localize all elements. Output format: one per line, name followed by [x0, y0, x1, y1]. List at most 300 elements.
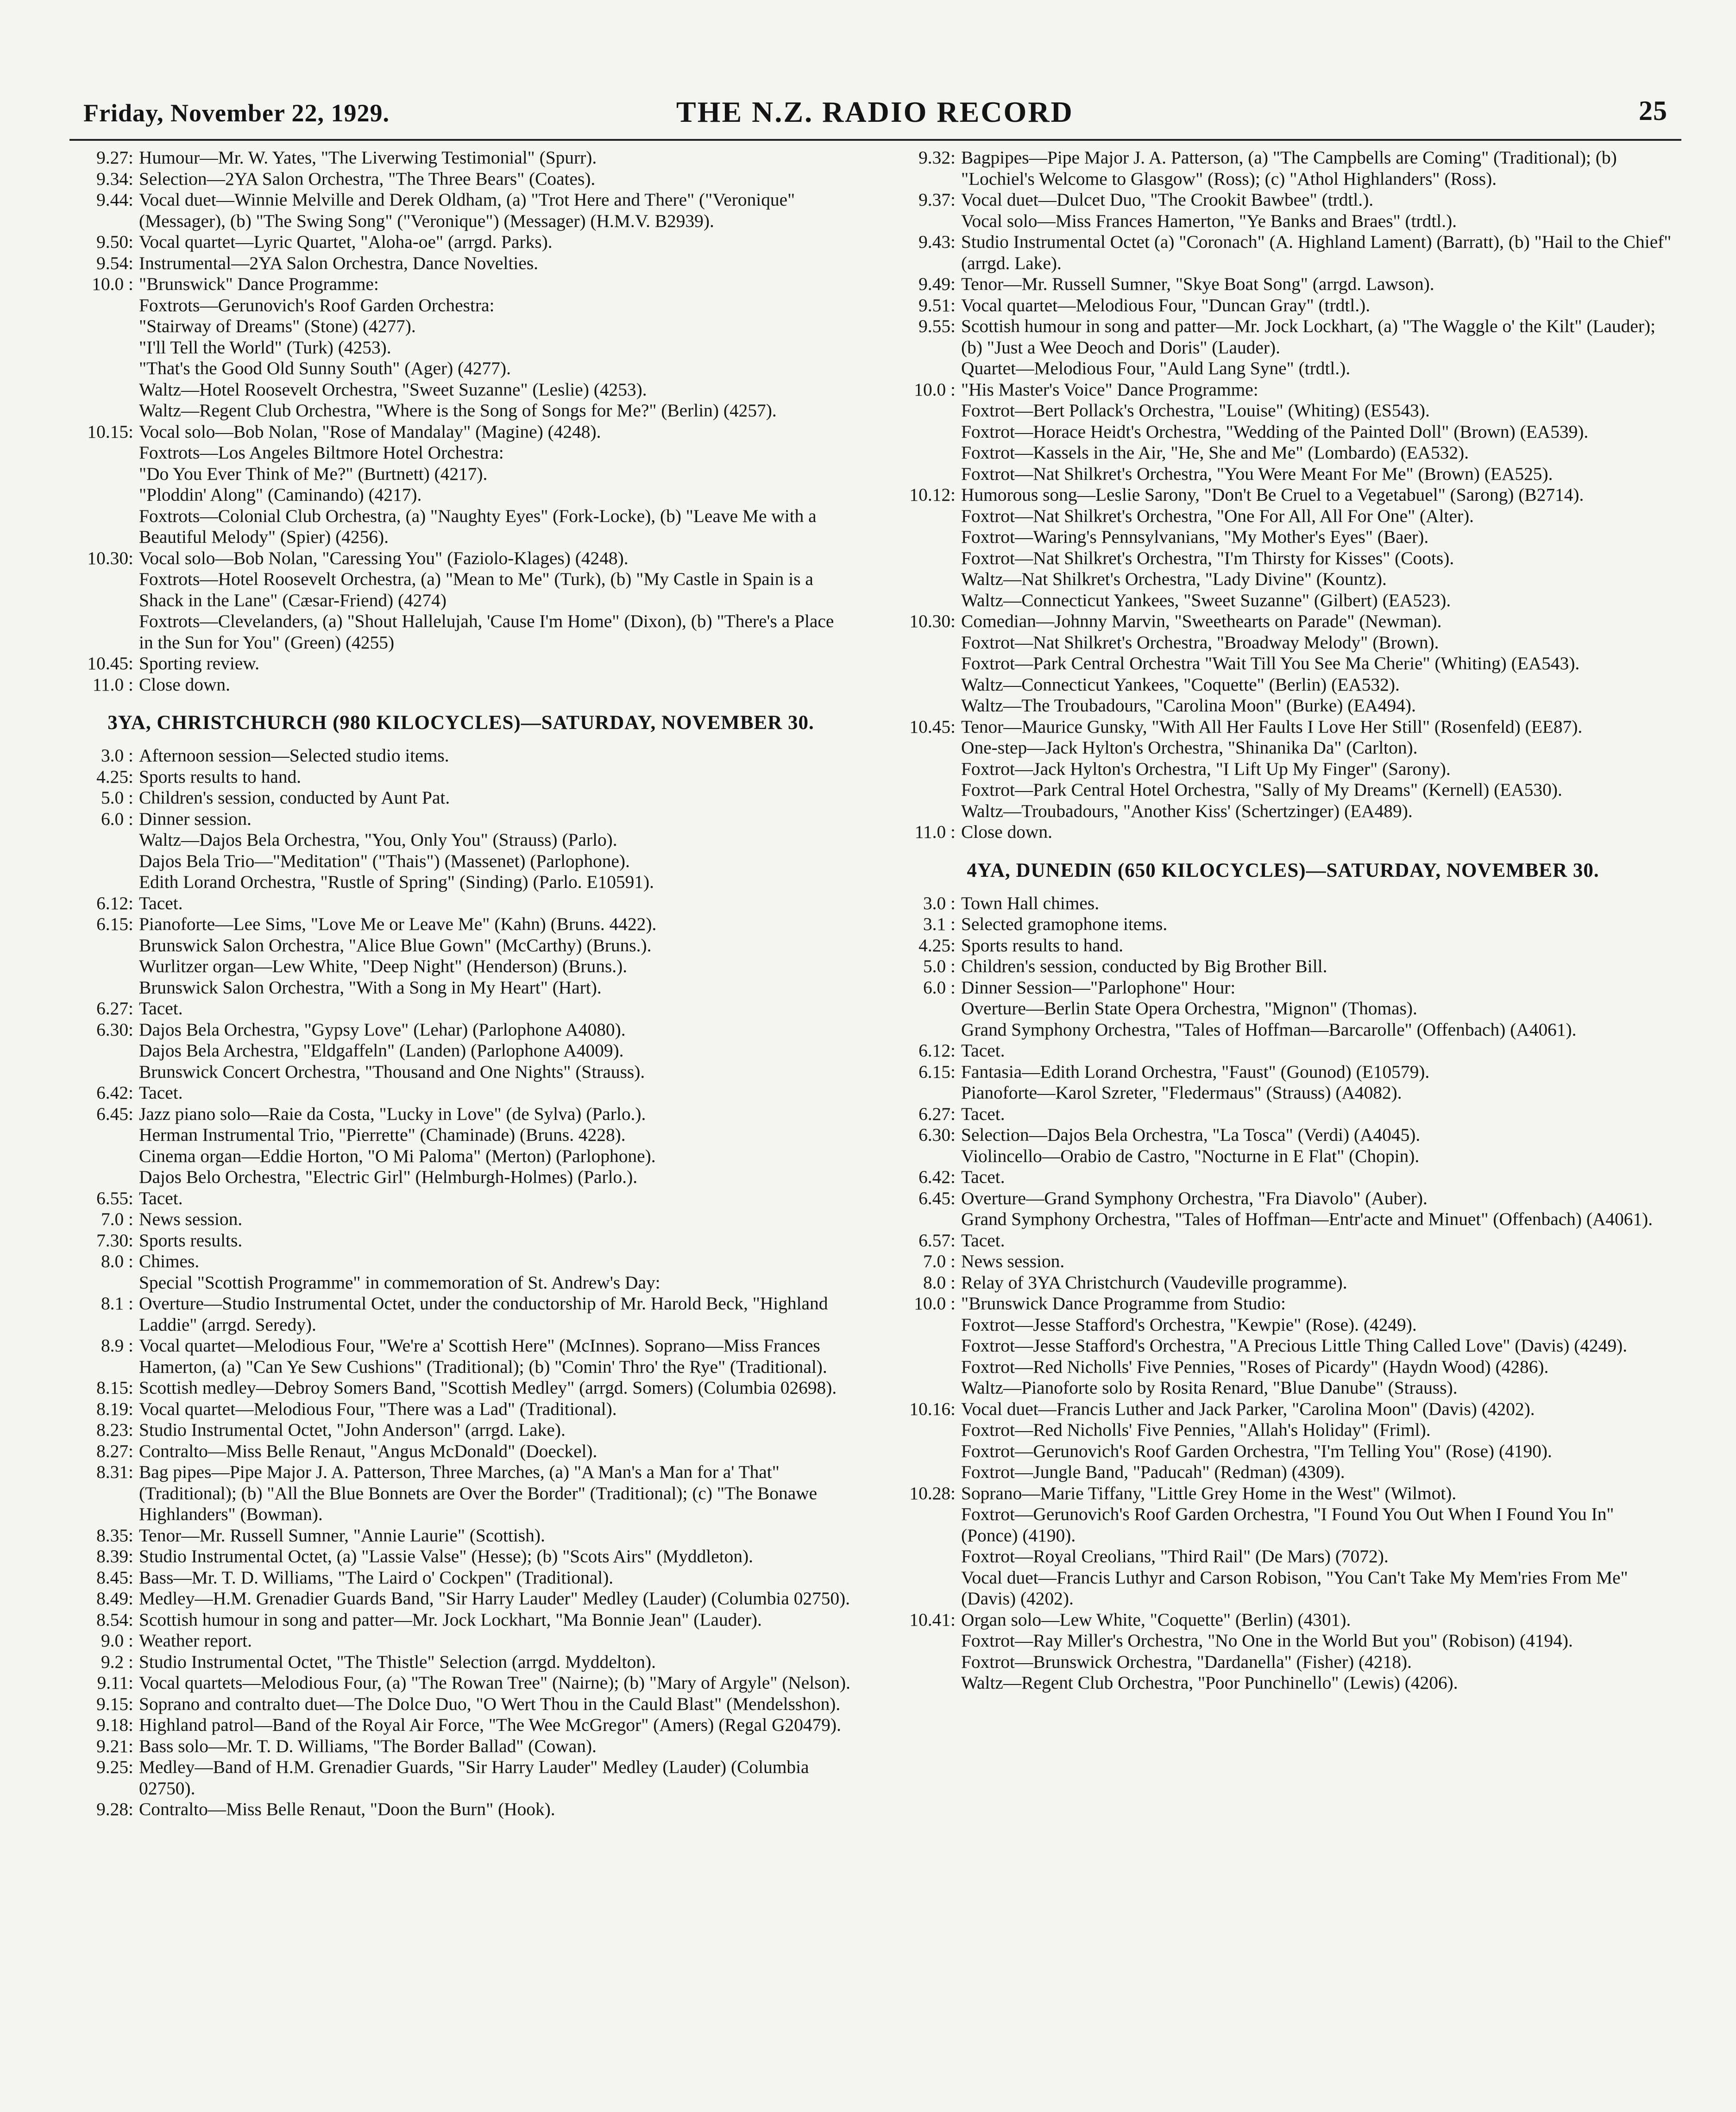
section-heading-4ya: 4YA, DUNEDIN (650 KILOCYCLES)—SATURDAY, NOVEMBER 30. [967, 859, 1599, 881]
programme-entry [69, 1104, 852, 1125]
programme-entry [69, 1062, 852, 1083]
entry-time: 10.16: [909, 1398, 956, 1419]
entry-time: 3.1 : [923, 914, 956, 934]
programme-entry [892, 590, 1674, 611]
programme-entry [69, 1672, 852, 1694]
programme-entry [69, 1125, 852, 1146]
programme-entry [892, 569, 1674, 590]
programme-entry [892, 1230, 1674, 1251]
programme-entry [892, 274, 1674, 295]
programme-entry [69, 1209, 852, 1230]
entry-time: 10.0 : [914, 1293, 956, 1314]
entry-time: 6.27: [918, 1103, 956, 1124]
entry-time: 8.19: [96, 1398, 133, 1419]
entry-text: Children's session, conducted by Big Brother Bill. [961, 956, 1327, 976]
programme-entry [69, 914, 852, 935]
entry-text: "That's the Good Old Sunny South" (Ager) (4277). [139, 358, 511, 378]
entry-text: Sporting review. [139, 653, 260, 673]
entry-text: Foxtrot—Jesse Stafford's Orchestra, "Kewpie" (Rose). (4249). [961, 1314, 1417, 1335]
entry-text: Foxtrot—Waring's Pennsylvanians, "My Mother's Eyes" (Baer). [961, 527, 1429, 547]
entry-text: Fantasia—Edith Lorand Orchestra, "Faust" (Gounod) (E10579). [961, 1061, 1430, 1082]
programme-entry [69, 400, 852, 421]
programme-entry [892, 1082, 1674, 1104]
entry-text: "His Master's Voice" Dance Programme: [961, 379, 1258, 400]
entry-text: Instrumental—2YA Salon Orchestra, Dance Novelties. [139, 252, 538, 273]
entry-text: "Stairway of Dreams" (Stone) (4277). [139, 316, 416, 336]
programme-entry [892, 1104, 1674, 1125]
programme-entry [69, 674, 852, 696]
programme-entry [69, 484, 852, 506]
programme-entry [892, 1672, 1674, 1694]
programme-entry [69, 893, 852, 914]
programme-entry [892, 527, 1674, 548]
entry-time: 3.0 : [101, 745, 133, 766]
entry-time: 6.27: [96, 998, 133, 1018]
entry-text: Tacet. [961, 1103, 1005, 1124]
programme-entry [69, 830, 852, 851]
entry-time: 9.34: [96, 168, 133, 189]
programme-entry [69, 274, 852, 295]
entry-time: 6.30: [96, 1019, 133, 1040]
entry-text: Vocal quartet—Melodious Four, "We're a' Scottish Here" (McInnes). Soprano—Miss Frances Hamerton, (a) "Can Ye Sew Cushions" (Traditional); (b) "Comin' Thro' the Rye" (Traditional). [139, 1335, 827, 1377]
entry-time: 6.42: [96, 1082, 133, 1103]
programme-entry [69, 1335, 852, 1377]
entry-text: Contralto—Miss Belle Renaut, "Doon the Burn" (Hook). [139, 1799, 555, 1819]
programme-entry [892, 1146, 1674, 1167]
programme-entry [69, 379, 852, 401]
programme-entry [69, 1272, 852, 1294]
entry-text: Overture—Berlin State Opera Orchestra, "Mignon" (Thomas). [961, 998, 1417, 1018]
entry-time: 9.43: [918, 232, 956, 252]
entry-text: Dinner session. [139, 808, 252, 829]
programme-entry [892, 1335, 1674, 1357]
entry-text: Dinner Session—"Parlophone" Hour: [961, 977, 1236, 998]
entry-time: 9.25: [96, 1757, 133, 1777]
programme-entry [892, 1251, 1674, 1272]
programme-entry [69, 1462, 852, 1525]
publication-title: THE N.Z. RADIO RECORD [676, 95, 1074, 128]
entry-time: 6.15: [96, 914, 133, 934]
programme-entry [69, 295, 852, 316]
programme-entry [69, 1188, 852, 1209]
entry-text: One-step—Jack Hylton's Orchestra, "Shinanika Da" (Carlton). [961, 737, 1418, 758]
entry-text: Tacet. [139, 1082, 183, 1103]
programme-entry [69, 935, 852, 956]
entry-text: Brunswick Salon Orchestra, "With a Song in My Heart" (Hart). [139, 977, 602, 998]
entry-time: 10.15: [87, 421, 133, 442]
page-header [69, 95, 1681, 137]
programme-entry [69, 611, 852, 653]
entry-time: 4.25: [96, 766, 133, 787]
entry-text: Tacet. [961, 1167, 1005, 1187]
entry-time: 6.15: [918, 1061, 956, 1082]
entry-text: Studio Instrumental Octet, "John Anderson" (arrgd. Lake). [139, 1420, 566, 1440]
entry-text: Edith Lorand Orchestra, "Rustle of Spring" (Sinding) (Parlo. E10591). [139, 872, 654, 892]
entry-text: Bagpipes—Pipe Major J. A. Patterson, (a) "The Campbells are Coming" (Traditional); (b) "Lochiel's Welcome to Glasgow" (Ross); (c) "Athol Highlanders" (Ross). [961, 147, 1617, 189]
entry-text: Foxtrot—Red Nicholls' Five Pennies, "Allah's Holiday" (Friml). [961, 1420, 1431, 1440]
programme-entry [892, 914, 1674, 935]
entry-text: Foxtrot—Ray Miller's Orchestra, "No One in the World But you" (Robison) (4194). [961, 1630, 1573, 1651]
programme-entry [892, 695, 1674, 717]
entry-text: "Do You Ever Think of Me?" (Burtnett) (4217). [139, 463, 488, 484]
programme-entry [892, 1167, 1674, 1188]
entry-text: "Brunswick" Dance Programme: [139, 274, 379, 294]
entry-text: Vocal quartet—Melodious Four, "There was a Lad" (Traditional). [139, 1398, 617, 1419]
entry-time: 8.1 : [101, 1293, 133, 1314]
entry-text: Waltz—Dajos Bela Orchestra, "You, Only You" (Strauss) (Parlo). [139, 830, 617, 850]
programme-entry [892, 506, 1674, 527]
programme-entry [892, 1462, 1674, 1483]
entry-time: 6.30: [918, 1125, 956, 1145]
programme-entry [892, 1504, 1674, 1546]
page-number: 25 [1639, 95, 1667, 126]
entry-text: Foxtrot—Kassels in the Air, "He, She and Me" (Lombardo) (EA532). [961, 442, 1469, 463]
entry-time: 3.0 : [923, 893, 956, 913]
entry-text: Organ solo—Lew White, "Coquette" (Berlin) (4301). [961, 1609, 1351, 1630]
entry-text: Children's session, conducted by Aunt Pat. [139, 787, 450, 808]
programme-entry [892, 400, 1674, 421]
entry-text: Foxtrots—Clevelanders, (a) "Shout Hallelujah, 'Cause I'm Home" (Dixon), (b) "There's a Place in the Sun for You" (Green) (4255) [139, 611, 834, 653]
entry-text: Bass—Mr. T. D. Williams, "The Laird o' Cockpen" (Traditional). [139, 1567, 614, 1588]
entry-time: 10.0 : [92, 274, 133, 294]
programme-entry [69, 421, 852, 443]
entry-text: Bag pipes—Pipe Major J. A. Patterson, Three Marches, (a) "A Man's a Man for a' That" (Traditional); (b) "All the Blue Bonnets are Over the Border" (Traditional); (c) "The Bonawe Highlanders" (Bowman). [139, 1462, 818, 1524]
entry-text: Close down. [961, 822, 1052, 842]
programme-entry [892, 1019, 1674, 1041]
programme-entry [69, 1293, 852, 1335]
entry-time: 9.50: [96, 232, 133, 252]
entry-time: 9.2 : [101, 1651, 133, 1672]
entry-text: Foxtrots—Gerunovich's Roof Garden Orchestra: [139, 295, 495, 315]
issue-date: Friday, November 22, 1929. [83, 99, 390, 127]
entry-time: 8.0 : [101, 1251, 133, 1271]
entry-text: Waltz—Regent Club Orchestra, "Poor Punchinello" (Lewis) (4206). [961, 1672, 1458, 1693]
entry-time: 9.28: [96, 1799, 133, 1819]
entry-text: Foxtrot—Jesse Stafford's Orchestra, "A Precious Little Thing Called Love" (Davis) (4249). [961, 1335, 1628, 1356]
entry-text: Vocal solo—Bob Nolan, "Rose of Mandalay" (Magine) (4248). [139, 421, 601, 442]
entry-text: Bass solo—Mr. T. D. Williams, "The Border Ballad" (Cowan). [139, 1735, 597, 1756]
entry-text: Vocal quartets—Melodious Four, (a) "The Rowan Tree" (Nairne); (b) "Mary of Argyle" (Nelson). [139, 1672, 850, 1693]
entry-text: Sports results to hand. [139, 766, 302, 787]
programme-entry [69, 1019, 852, 1041]
entry-time: 7.0 : [101, 1209, 133, 1229]
entry-text: Foxtrot—Nat Shilkret's Orchestra, "I'm Thirsty for Kisses" (Coots). [961, 547, 1454, 568]
entry-time: 4.25: [918, 935, 956, 955]
programme-entry [892, 1293, 1674, 1314]
entry-text: Foxtrots—Hotel Roosevelt Orchestra, (a) "Mean to Me" (Turk), (b) "My Castle in Spain is a Shack in the Lane" (Cæsar-Friend) (4274) [139, 569, 813, 610]
entry-text: Tacet. [961, 1230, 1005, 1251]
entry-text: Vocal duet—Dulcet Duo, "The Crookit Bawbee" (trdtl.). [961, 189, 1374, 210]
entry-time: 10.45: [87, 653, 133, 673]
entry-text: Selection—2YA Salon Orchestra, "The Three Bears" (Coates). [139, 168, 596, 189]
programme-entry [892, 1441, 1674, 1462]
programme-entry [69, 977, 852, 999]
programme-entry [69, 1736, 852, 1757]
programme-entry [69, 464, 852, 485]
entry-text: Vocal quartet—Lyric Quartet, "Aloha-oe" (arrgd. Parks). [139, 232, 553, 252]
entry-text: Herman Instrumental Trio, "Pierrette" (Chaminade) (Bruns. 4228). [139, 1125, 626, 1145]
programme-entry [69, 1715, 852, 1736]
entry-text: Grand Symphony Orchestra, "Tales of Hoffman—Entr'acte and Minuet" (Offenbach) (A4061). [961, 1209, 1653, 1229]
entry-text: Waltz—Troubadours, "Another Kiss' (Schertzinger) (EA489). [961, 800, 1413, 821]
entry-text: Foxtrot—Jungle Band, "Paducah" (Redman) (4309). [961, 1462, 1345, 1482]
entry-text: Waltz—Pianoforte solo by Rosita Renard, "Blue Danube" (Strauss). [961, 1377, 1458, 1398]
entry-text: Pianoforte—Lee Sims, "Love Me or Leave Me" (Kahn) (Bruns. 4422). [139, 914, 657, 934]
programme-entry [69, 1757, 852, 1799]
programme-entry [892, 1420, 1674, 1441]
entry-text: Studio Instrumental Octet, "The Thistle" Selection (arrgd. Myddelton). [139, 1651, 656, 1672]
entry-time: 9.21: [96, 1735, 133, 1756]
entry-text: "I'll Tell the World" (Turk) (4253). [139, 337, 391, 358]
entry-time: 5.0 : [101, 787, 133, 808]
entry-text: Soprano and contralto duet—The Dolce Duo, "O Wert Thou in the Cauld Blast" (Mendelsshon). [139, 1693, 841, 1714]
entry-text: Vocal duet—Francis Luther and Jack Parker, "Carolina Moon" (Davis) (4202). [961, 1398, 1535, 1419]
entry-text: Grand Symphony Orchestra, "Tales of Hoffman—Barcarolle" (Offenbach) (A4061). [961, 1019, 1577, 1040]
programme-entry [892, 1609, 1674, 1631]
programme-entry [69, 1609, 852, 1631]
programme-entry [892, 1630, 1674, 1652]
entry-text: Vocal solo—Miss Frances Hamerton, "Ye Banks and Braes" (trdtl.). [961, 210, 1457, 231]
entry-text: Waltz—The Troubadours, "Carolina Moon" (Burke) (EA494). [961, 695, 1416, 716]
programme-entry [892, 935, 1674, 956]
programme-entry [892, 956, 1674, 977]
listings-4ya [892, 893, 1674, 1694]
entry-text: Medley—H.M. Grenadier Guards Band, "Sir Harry Lauder" Medley (Lauder) (Columbia 02750). [139, 1588, 850, 1609]
programme-entry [69, 1377, 852, 1399]
entry-time: 9.44: [96, 189, 133, 210]
programme-entry [69, 1441, 852, 1462]
entry-time: 9.18: [96, 1715, 133, 1735]
entry-time: 9.54: [96, 252, 133, 273]
programme-entry [69, 998, 852, 1019]
entry-text: Wurlitzer organ—Lew White, "Deep Night" (Henderson) (Bruns.). [139, 956, 628, 976]
entry-text: Tenor—Maurice Gunsky, "With All Her Faults I Love Her Still" (Rosenfeld) (EE87). [961, 716, 1583, 737]
entry-time: 10.12: [909, 484, 956, 505]
entry-text: Dajos Bela Trio—"Meditation" ("Thais") (Massenet) (Parlophone). [139, 850, 630, 871]
programme-entry [892, 759, 1674, 780]
entry-time: 8.49: [96, 1588, 133, 1609]
entry-text: Foxtrot—Brunswick Orchestra, "Dardanella" (Fisher) (4218). [961, 1651, 1412, 1672]
entry-text: Afternoon session—Selected studio items. [139, 745, 449, 766]
entry-text: Tacet. [139, 998, 183, 1018]
entry-text: Brunswick Salon Orchestra, "Alice Blue Gown" (McCarthy) (Bruns.). [139, 935, 652, 955]
entry-time: 8.39: [96, 1546, 133, 1566]
entry-time: 8.54: [96, 1609, 133, 1630]
programme-entry [69, 1146, 852, 1167]
programme-entry [892, 611, 1674, 632]
programme-entry [69, 851, 852, 872]
entry-text: Tenor—Mr. Russell Sumner, "Annie Laurie" (Scottish). [139, 1525, 545, 1546]
entry-text: Foxtrot—Gerunovich's Roof Garden Orchestra, "I'm Telling You" (Rose) (4190). [961, 1440, 1552, 1461]
programme-entry [892, 484, 1674, 506]
entry-text: Humour—Mr. W. Yates, "The Liverwing Testimonial" (Spurr). [139, 147, 597, 168]
entry-text: Weather report. [139, 1630, 252, 1651]
programme-entry [69, 745, 852, 767]
entry-text: Tacet. [961, 1040, 1005, 1061]
programme-entry [892, 632, 1674, 654]
entry-time: 9.15: [96, 1693, 133, 1714]
entry-text: Selected gramophone items. [961, 914, 1168, 934]
entry-text: Foxtrot—Jack Hylton's Orchestra, "I Lift Up My Finger" (Sarony). [961, 758, 1451, 779]
entry-text: Tacet. [139, 1188, 183, 1208]
entry-time: 10.30: [87, 547, 133, 568]
entry-text: Sports results. [139, 1230, 243, 1251]
programme-entry [892, 977, 1674, 999]
programme-entry [69, 1546, 852, 1567]
programme-entry [69, 189, 852, 232]
programme-entry [69, 809, 852, 830]
programme-entry [892, 1040, 1674, 1062]
entry-text: Relay of 3YA Christchurch (Vaudeville programme). [961, 1272, 1347, 1293]
entry-time: 6.0 : [101, 808, 133, 829]
entry-time: 9.27: [96, 147, 133, 168]
entry-text: Waltz—Connecticut Yankees, "Sweet Suzanne" (Gilbert) (EA523). [961, 590, 1451, 610]
entry-text: "Ploddin' Along" (Caminando) (4217). [139, 484, 422, 505]
entry-text: Studio Instrumental Octet, (a) "Lassie Valse" (Hesse); (b) "Scots Airs" (Myddleton). [139, 1546, 754, 1566]
programme-entry [892, 379, 1674, 401]
listings-3ya [69, 745, 852, 1820]
entry-text: Vocal solo—Bob Nolan, "Caressing You" (Faziolo-Klages) (4248). [139, 547, 629, 568]
entry-text: Foxtrot—Nat Shilkret's Orchestra, "You Were Meant For Me" (Brown) (EA525). [961, 463, 1553, 484]
entry-time: 10.30: [909, 611, 956, 631]
programme-entry [892, 548, 1674, 569]
entry-text: Sports results to hand. [961, 935, 1124, 955]
entry-time: 7.30: [96, 1230, 133, 1251]
entry-text: Foxtrots—Colonial Club Orchestra, (a) "Naughty Eyes" (Fork-Locke), (b) "Leave Me with a Beautiful Melody" (Spier) (4256). [139, 505, 817, 547]
programme-entry [69, 316, 852, 337]
programme-entry [892, 1483, 1674, 1504]
entry-text: Soprano—Marie Tiffany, "Little Grey Home in the West" (Wilmot). [961, 1483, 1457, 1503]
entry-time: 11.0 : [914, 822, 956, 842]
programme-entry [892, 1567, 1674, 1609]
entry-time: 6.45: [96, 1103, 133, 1124]
entry-time: 6.12: [96, 893, 133, 913]
entry-time: 9.11: [97, 1672, 133, 1693]
programme-entry [892, 232, 1674, 274]
entry-time: 9.32: [918, 147, 956, 168]
programme-entry [892, 1125, 1674, 1146]
entry-time: 8.23: [96, 1420, 133, 1440]
entry-time: 9.55: [918, 316, 956, 336]
entry-text: Cinema organ—Eddie Horton, "O Mi Paloma" (Merton) (Parlophone). [139, 1145, 656, 1166]
entry-text: Waltz—Hotel Roosevelt Orchestra, "Sweet Suzanne" (Leslie) (4253). [139, 379, 647, 400]
entry-time: 6.45: [918, 1188, 956, 1208]
entry-text: Vocal duet—Winnie Melville and Derek Oldham, (a) "Trot Here and There" ("Veronique" (Messager), (b) "The Swing Song" ("Veronique") (Messager) (H.M.V. B2939). [139, 189, 795, 231]
programme-entry [69, 253, 852, 274]
entry-time: 8.35: [96, 1525, 133, 1546]
entry-time: 9.0 : [101, 1630, 133, 1651]
entry-text: Humorous song—Leslie Sarony, "Don't Be Cruel to a Vegetabuel" (Sarong) (B2714). [961, 484, 1584, 505]
entry-time: 6.57: [918, 1230, 956, 1251]
programme-entry [69, 1040, 852, 1062]
programme-entry [69, 767, 852, 788]
programme-entry [892, 211, 1674, 232]
programme-entry [69, 1399, 852, 1420]
programme-entry [892, 1209, 1674, 1230]
left-column [69, 147, 852, 1820]
entry-text: Town Hall chimes. [961, 893, 1100, 913]
header-rule [69, 139, 1681, 141]
programme-entry [69, 337, 852, 358]
entry-text: Quartet—Melodious Four, "Auld Lang Syne" (trdtl.). [961, 358, 1351, 378]
entry-text: Tenor—Mr. Russell Sumner, "Skye Boat Song" (arrgd. Lawson). [961, 274, 1434, 294]
programme-entry [892, 998, 1674, 1019]
entry-time: 9.49: [918, 274, 956, 294]
entry-text: Waltz—Regent Club Orchestra, "Where is the Song of Songs for Me?" (Berlin) (4257). [139, 400, 777, 421]
entry-text: Waltz—Nat Shilkret's Orchestra, "Lady Divine" (Kountz). [961, 569, 1387, 589]
entry-text: Chimes. [139, 1251, 200, 1271]
programme-entry [69, 1167, 852, 1188]
programme-entry [69, 956, 852, 977]
programme-entry [892, 421, 1674, 443]
programme-entry [69, 872, 852, 893]
entry-text: Contralto—Miss Belle Renaut, "Angus McDonald" (Doeckel). [139, 1440, 598, 1461]
section-heading-3ya: 3YA, CHRISTCHURCH (980 KILOCYCLES)—SATURDAY, NOVEMBER 30. [107, 712, 814, 734]
entry-text: Foxtrot—Horace Heidt's Orchestra, "Wedding of the Painted Doll" (Brown) (EA539). [961, 421, 1589, 442]
entry-time: 6.0 : [923, 977, 956, 998]
programme-entry [892, 1314, 1674, 1336]
entry-time: 5.0 : [923, 956, 956, 976]
programme-entry [892, 358, 1674, 379]
programme-entry [892, 737, 1674, 759]
programme-entry [892, 674, 1674, 696]
entry-text: Foxtrot—Park Central Orchestra "Wait Till You See Ma Cherie" (Whiting) (EA543). [961, 653, 1580, 673]
entry-text: Special "Scottish Programme" in commemoration of St. Andrew's Day: [139, 1272, 660, 1293]
programme-entry [892, 147, 1674, 189]
entry-time: 7.0 : [923, 1251, 956, 1271]
programme-entry [892, 717, 1674, 738]
entry-time: 8.27: [96, 1440, 133, 1461]
programme-entry [892, 1188, 1674, 1209]
entry-time: 9.51: [918, 295, 956, 315]
entry-time: 8.9 : [101, 1335, 133, 1356]
programme-entry [69, 1630, 852, 1652]
entry-text: Scottish humour in song and patter—Mr. Jock Lockhart, (a) "The Waggle o' the Kilt" (Lauder); (b) "Just a Wee Deoch and Doris" (Lauder). [961, 316, 1656, 358]
entry-text: Medley—Band of H.M. Grenadier Guards, "Sir Harry Lauder" Medley (Lauder) (Columbia 02750). [139, 1757, 809, 1798]
programme-entry [892, 822, 1674, 843]
entry-text: Selection—Dajos Bela Orchestra, "La Tosca" (Verdi) (A4045). [961, 1125, 1421, 1145]
entry-text: Overture—Grand Symphony Orchestra, "Fra Diavolo" (Auber). [961, 1188, 1428, 1208]
entry-time: 6.55: [96, 1188, 133, 1208]
entry-text: Dajos Bela Archestra, "Eldgaffeln" (Landen) (Parlophone A4009). [139, 1040, 624, 1061]
entry-text: Vocal quartet—Melodious Four, "Duncan Gray" (trdtl.). [961, 295, 1371, 315]
entry-text: Dajos Bela Orchestra, "Gypsy Love" (Lehar) (Parlophone A4080). [139, 1019, 626, 1040]
entry-text: Studio Instrumental Octet (a) "Coronach" (A. Highland Lament) (Barratt), (b) "Hail to the Chief" (arrgd. Lake). [961, 232, 1672, 273]
programme-entry [892, 464, 1674, 485]
entry-time: 6.42: [918, 1167, 956, 1187]
entry-text: Overture—Studio Instrumental Octet, under the conductorship of Mr. Harold Beck, "Highland Laddie" (arrgd. Seredy). [139, 1293, 828, 1335]
programme-entry [69, 1251, 852, 1272]
entry-text: Vocal duet—Francis Luthyr and Carson Robison, "You Can't Take My Mem'ries From Me" (Davis) (4202). [961, 1567, 1628, 1609]
entry-text: "Brunswick Dance Programme from Studio: [961, 1293, 1286, 1314]
entry-text: Dajos Belo Orchestra, "Electric Girl" (Helmburgh-Holmes) (Parlo.). [139, 1167, 638, 1187]
programme-entry [69, 787, 852, 809]
programme-entry [69, 1230, 852, 1251]
entry-text: Brunswick Concert Orchestra, "Thousand and One Nights" (Strauss). [139, 1061, 645, 1082]
programme-entry [69, 1082, 852, 1104]
entry-time: 10.0 : [914, 379, 956, 400]
entry-time: 10.45: [909, 716, 956, 737]
left-top-listings [69, 147, 852, 695]
programme-entry [892, 893, 1674, 914]
entry-time: 8.15: [96, 1377, 133, 1398]
entry-time: 8.31: [96, 1462, 133, 1482]
programme-entry [892, 1357, 1674, 1378]
programme-entry [892, 1062, 1674, 1083]
programme-entry [892, 1272, 1674, 1294]
programme-entry [69, 653, 852, 674]
entry-time: 9.37: [918, 189, 956, 210]
